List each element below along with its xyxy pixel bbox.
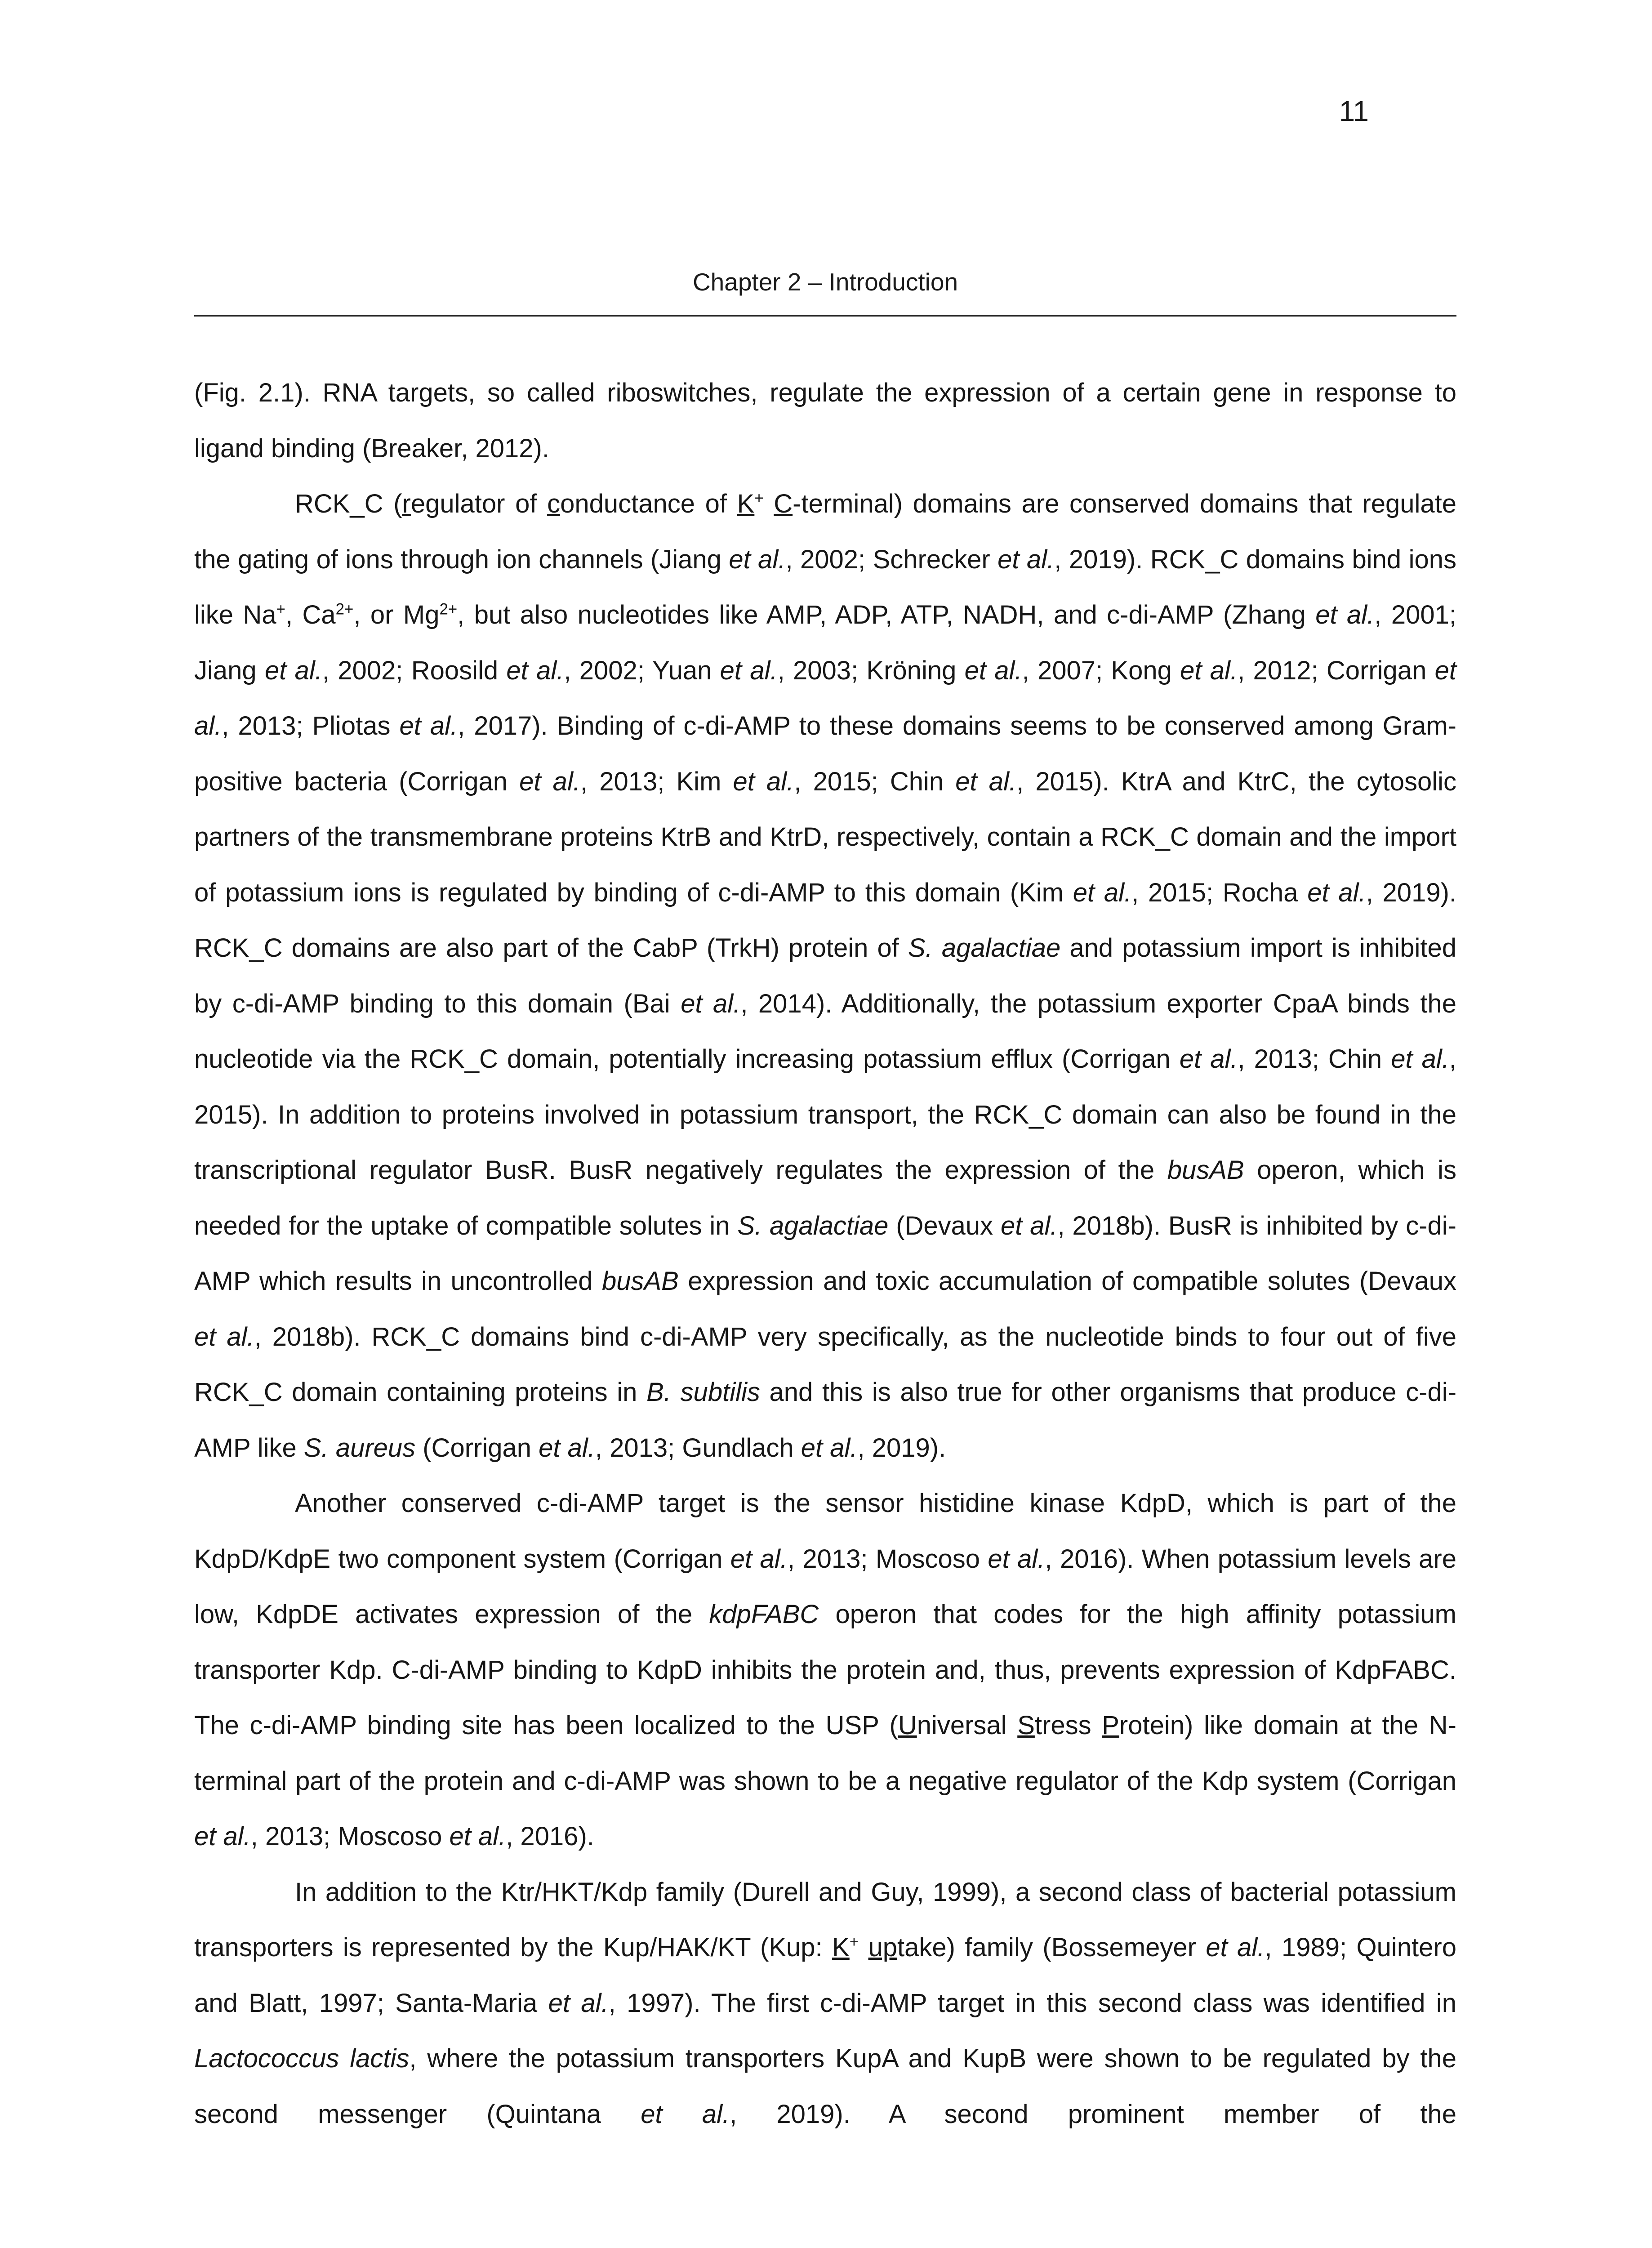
header-rule [194, 315, 1456, 317]
running-header: Chapter 2 – Introduction [692, 268, 958, 296]
paragraph-2: RCK_C (regulator of conductance of K+ C-terminal) domains are conserved domains that regulate the gating of ions through ion channels (Jiang et al., 2002; Schrecker et al., 2019). RCK_C domains bind ions like Na+, $Ca^{2+}$, or $Mg^{2+}$, but also nucleotides like AMP, ADP, ATP, NADH, and c-di-AMP (Zhang et al., 2001; Jiang et al., 2002; Roosild et al., 2002; Yuan et al., 2003; Kröning et al., 2007; Kong et al., 2012; Corrigan et al., 2013; Pliotas et al., 2017). Binding of c-di-AMP to these domains seems to be conserved among Gram-positive bacteria (Corrigan et al., 2013; Kim et al., 2015; Chin et al., 2015). KtrA and KtrC, the cytosolic partners of the transmembrane proteins KtrB and KtrD, respectively, contain a RCK_C domain and the import of potassium ions is regulated by binding of c-di-AMP to this domain (Kim et al., 2015; Rocha et al., 2019). RCK_C domains are also part of the CabP (TrkH) protein of S. agalactiae and potassium import is inhibited by c-di-AMP binding to this domain (Bai et al., 2014). Additionally, the potassium exporter CpaA binds the nucleotide via the RCK_C domain, potentially increasing potassium efflux (Corrigan et al., 2013; Chin et al., 2015). In addition to proteins involved in potassium transport, the RCK_C domain can also be found in the transcriptional regulator BusR. BusR negatively regulates the expression of the busAB operon, which is needed for the uptake of compatible solutes in S. agalactiae (Devaux et al., 2018b). BusR is inhibited by c-di-AMP which results in uncontrolled busAB expression and toxic accumulation of compatible solutes (Devaux et al., 2018b). RCK_C domains bind c-di-AMP very specifically, as the nucleotide binds to four out of five RCK_C domain containing proteins in B. subtilis and this is also true for other organisms that produce c-di-AMP like S. aureus (Corrigan et al., 2013; Gundlach et al., 2019). [194, 489, 1457, 1463]
paragraph-1: (Fig. 2.1). RNA targets, so called riboswitches, regulate the expression of a certain gene in response to ligand binding (Breaker, 2012). [194, 378, 1456, 463]
paragraph-3: Another conserved c-di-AMP target is the sensor histidine kinase KdpD, which is part of the KdpD/KdpE two component system (Corrigan et al., 2013; Moscoso et al., 2016). When potassium levels are low, KdpDE activates expression of the kdpFABC operon that codes for the high affinity potassium transporter Kdp. C-di-AMP binding to KdpD inhibits the protein and, thus, prevents expression of KdpFABC. The c-di-AMP binding site has been localized to the USP (Universal Stress Protein) like domain at the N-terminal part of the protein and c-di-AMP was shown to be a negative regulator of the Kdp system (Corrigan et al., 2013; Moscoso et al., 2016). [194, 1489, 1457, 1851]
body-text [194, 365, 1456, 2142]
paragraph-4: In addition to the Ktr/HKT/Kdp family (Durell and Guy, 1999), a second class of bacterial potassium transporters is represented by the Kup/HAK/KT (Kup: K+ uptake) family (Bossemeyer et al., 1989; Quintero and Blatt, 1997; Santa-Maria et al., 1997). The first c-di-AMP target in this second class was identified in Lactococcus lactis, where the potassium transporters KupA and KupB were shown to be regulated by the second messenger (Quintana et al., 2019). A second prominent member of the [194, 1877, 1457, 2129]
page-number: 11 [1339, 95, 1369, 127]
